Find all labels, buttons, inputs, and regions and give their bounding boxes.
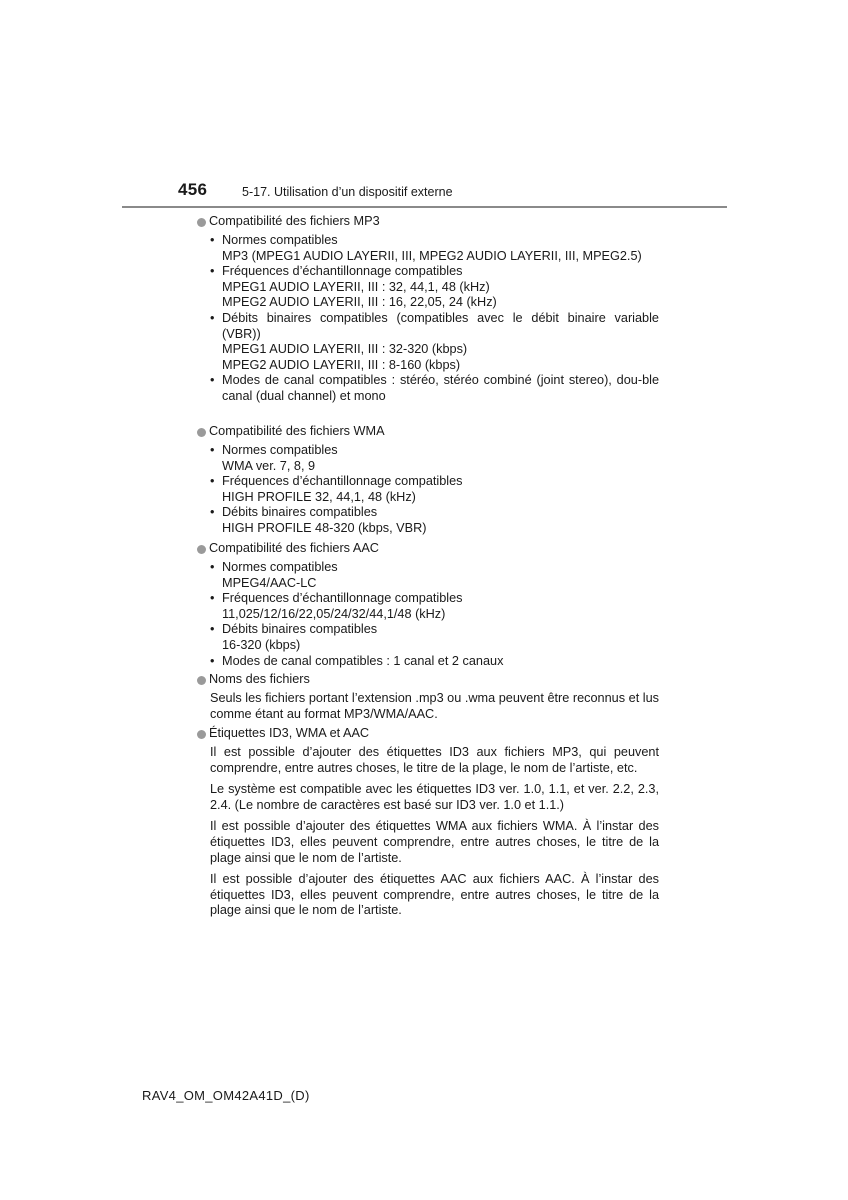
circle-bullet-icon — [197, 676, 206, 685]
section-heading: Compatibilité des fichiers WMA — [209, 424, 385, 439]
bullet-glyph: • — [210, 233, 215, 247]
bullet-glyph: • — [210, 653, 215, 668]
list-item: • Normes compatibles WMA ver. 7, 8, 9 — [210, 443, 338, 473]
list-item: • Débits binaires compatibles HIGH PROFILE 48-320 (kbps, VBR) — [210, 505, 427, 535]
bullet-glyph: • — [210, 591, 215, 606]
section-aac — [197, 541, 659, 672]
bullet-glyph: • — [210, 264, 215, 279]
bullet-glyph: • — [210, 622, 215, 637]
section-heading: Compatibilité des fichiers AAC — [209, 541, 379, 556]
header-divider — [122, 206, 727, 208]
list-item: • Normes compatibles MP3 (MPEG1 AUDIO LAYERII, III, MPEG2 AUDIO LAYERII, III, MPEG2.5) — [210, 233, 642, 263]
circle-bullet-icon — [197, 218, 206, 227]
list-item: • Normes compatibles MPEG4/AAC-LC — [210, 560, 338, 590]
bullet-glyph: • — [210, 560, 215, 574]
list-item: • Débits binaires compatibles 16-320 (kbps) — [210, 622, 378, 652]
section-mp3 — [197, 214, 659, 424]
list-item: • Fréquences d’échantillonnage compatibles HIGH PROFILE 32, 44,1, 48 (kHz) — [210, 474, 463, 504]
list-item: • Modes de canal compatibles : stéréo, stéréo combiné (joint stereo), dou-ble canal (dual channel) et mono — [210, 373, 659, 403]
list-item: • Fréquences d’échantillonnage compatibles 11,025/12/16/22,05/24/32/44,1/48 (kHz) — [210, 591, 463, 621]
circle-bullet-icon — [197, 730, 206, 739]
bullet-list — [197, 560, 659, 669]
paragraph: Le système est compatible avec les étiquettes ID3 ver. 1.0, 1.1, et ver. 2.2, 2.3, 2.4. (Le nombre de caractères est basé sur ID3 ver. 1.0 et 1.1.) — [210, 782, 659, 812]
paragraph: Seuls les fichiers portant l’extension .mp3 ou .wma peuvent être reconnus et lus comme étant au format MP3/WMA/AAC. — [210, 691, 659, 721]
list-item: • Modes de canal compatibles : 1 canal et 2 canaux — [210, 653, 504, 668]
section-heading: Étiquettes ID3, WMA et AAC — [209, 726, 370, 741]
section-wma — [197, 424, 659, 541]
bullet-glyph: • — [210, 373, 215, 388]
bullet-glyph: • — [210, 474, 215, 489]
page-number: 456 — [178, 180, 208, 199]
paragraph: Il est possible d’ajouter des étiquettes ID3 aux fichiers MP3, qui peuvent comprendre, entre autres choses, le titre de la plage, le nom de l’artiste, etc. — [210, 745, 659, 775]
page-content — [197, 214, 659, 925]
circle-bullet-icon — [197, 428, 206, 437]
bullet-glyph: • — [210, 505, 215, 520]
document-code: RAV4_OM_OM42A41D_(D) — [142, 1088, 310, 1103]
circle-bullet-icon — [197, 545, 206, 554]
paragraph: Il est possible d’ajouter des étiquettes WMA aux fichiers WMA. À l’instar des étiquettes ID3, elles peuvent comprendre, entre autres choses, le titre de la plage ainsi que le nom de l’artiste. — [210, 819, 659, 865]
section-tags — [197, 726, 659, 919]
bullet-list — [197, 233, 659, 405]
section-title: 5-17. Utilisation d’un dispositif externe — [242, 185, 453, 199]
page-header — [178, 180, 728, 208]
bullet-glyph: • — [210, 443, 215, 457]
section-heading: Noms des fichiers — [209, 672, 310, 687]
paragraph: Il est possible d’ajouter des étiquettes AAC aux fichiers AAC. À l’instar des étiquettes ID3, elles peuvent comprendre, entre autres choses, le titre de la plage ainsi que le nom de l’artiste. — [210, 872, 659, 918]
list-item: • Fréquences d’échantillonnage compatibles MPEG1 AUDIO LAYERII, III : 32, 44,1, 48 (kHz) MPEG2 AUDIO LAYERII, III : 16, 22,05, 24 (kHz) — [210, 264, 497, 310]
section-heading: Compatibilité des fichiers MP3 — [209, 214, 380, 229]
bullet-list — [197, 443, 659, 537]
section-file-names — [197, 672, 659, 726]
bullet-glyph: • — [210, 310, 215, 325]
list-item: • Débits binaires compatibles (compatibles avec le débit binaire variable (VBR)) MPEG1 AUDIO LAYERII, III : 32-320 (kbps) MPEG2 AUDIO LAYERII, III : 8-160 (kbps) — [210, 310, 659, 372]
